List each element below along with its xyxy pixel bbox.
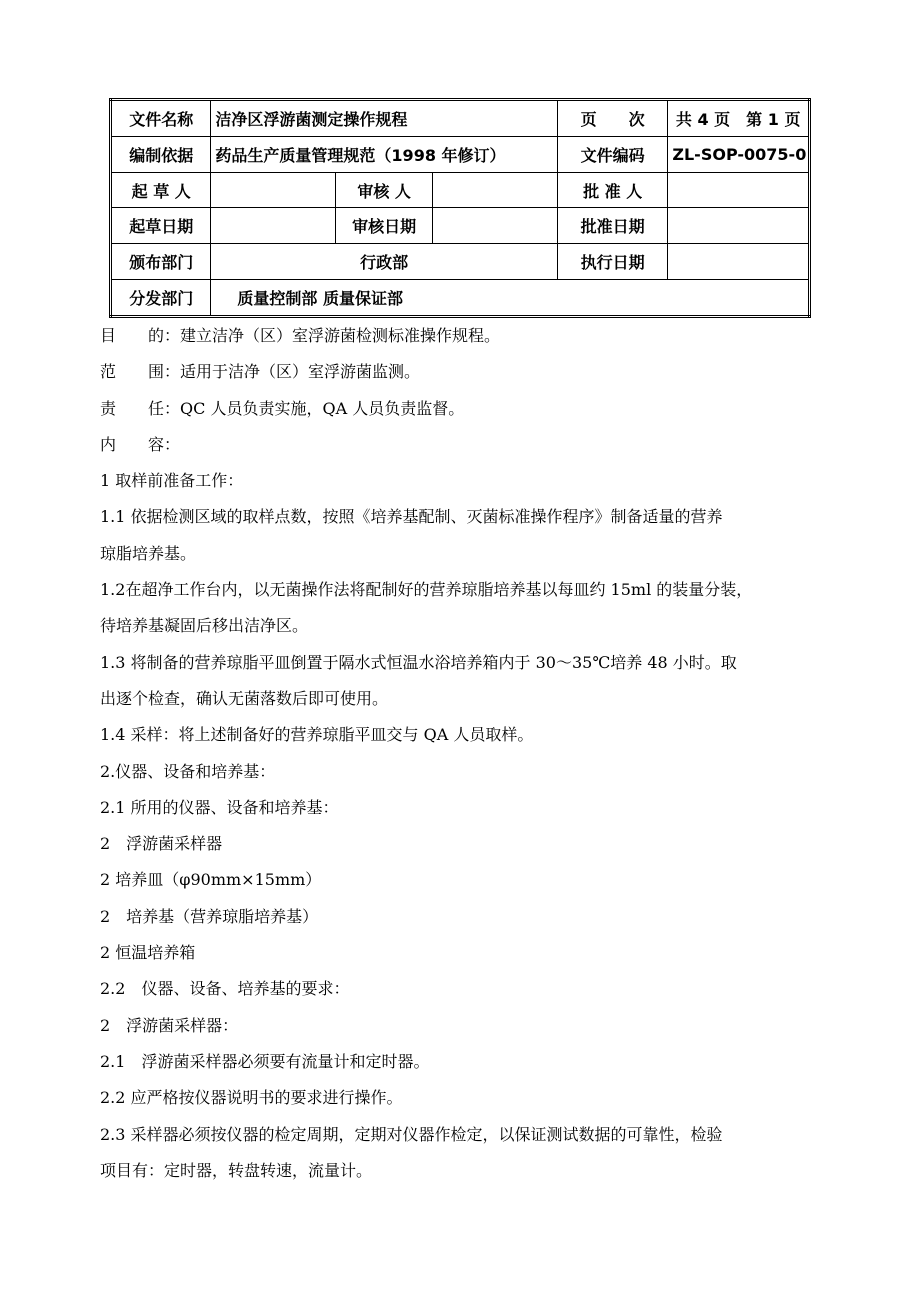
distribution-label: 分发部门 [111,280,211,317]
body-line: 琼脂培养基。 [100,543,197,563]
basis-value: 药品生产质量管理规范（1998 年修订） [211,136,557,172]
header-row-file-name [111,100,810,137]
header-row-distribution [111,280,810,317]
document-header-table [109,98,811,318]
distribution-value: 质量控制部 质量保证部 [211,280,810,317]
draft-date-label: 起草日期 [111,208,211,244]
document-body [100,318,830,1189]
approver-label: 批 准 人 [557,172,667,208]
body-line: 2 浮游菌采样器： [100,1015,239,1035]
body-line: 2.2 仪器、设备、培养基的要求： [100,979,350,999]
body-line: 1.1 依据检测区域的取样点数，按照《培养基配制、灭菌标准操作程序》制备适量的营养 [100,507,723,527]
basis-label: 编制依据 [111,136,211,172]
file-name-label: 文件名称 [111,100,211,137]
body-line: 2.1 浮游菌采样器必须要有流量计和定时器。 [100,1051,430,1071]
file-code-value: ZL-SOP-0075-0 [668,136,810,172]
purpose-line: 目 的：建立洁净（区）室浮游菌检测标准操作规程。 [100,326,501,345]
body-line: 2.3 采样器必须按仪器的检定周期，定期对仪器作检定，以保证测试数据的可靠性，检验 [100,1124,723,1144]
page-label: 页 次 [557,100,667,137]
reviewer-label: 审核 人 [335,172,432,208]
section-1-heading: 1 取样前准备工作： [100,471,244,491]
review-date-label: 审核日期 [335,208,432,244]
section-2-heading: 2.仪器、设备和培养基： [100,761,276,781]
header-row-people [111,172,810,208]
header-row-issue [111,244,810,280]
drafter-value [211,172,336,208]
body-line: 2 培养基（营养琼脂培养基） [100,906,319,926]
body-line: 1.2在超净工作台内，以无菌操作法将配制好的营养琼脂培养基以每皿约 15ml 的装量分装， [100,580,753,600]
effective-date-value [668,244,810,280]
body-line: 2.1 所用的仪器、设备和培养基： [100,797,339,817]
header-row-dates [111,208,810,244]
body-line: 项目有：定时器，转盘转速，流量计。 [100,1160,373,1180]
body-line: 2 浮游菌采样器 [100,834,223,854]
header-row-basis [111,136,810,172]
approve-date-value [668,208,810,244]
drafter-label: 起 草 人 [111,172,211,208]
page-value: 共 4 页 第 1 页 [668,100,810,137]
content-heading: 内 容： [100,434,181,454]
issuer-label: 颁布部门 [111,244,211,280]
body-line: 2 培养皿（φ90mm×15mm） [100,870,322,890]
body-line: 1.3 将制备的营养琼脂平皿倒置于隔水式恒温水浴培养箱内于 30～35℃培养 48 小时。取 [100,652,737,672]
approve-date-label: 批准日期 [557,208,667,244]
body-line: 2 恒温培养箱 [100,943,196,963]
body-line: 2.2 应严格按仪器说明书的要求进行操作。 [100,1088,403,1108]
effective-date-label: 执行日期 [557,244,667,280]
file-name-value: 洁净区浮游菌测定操作规程 [211,100,557,137]
file-code-label: 文件编码 [557,136,667,172]
body-line: 1.4 采样：将上述制备好的营养琼脂平皿交与 QA 人员取样。 [100,725,534,745]
review-date-value [433,208,558,244]
approver-value [668,172,810,208]
body-line: 待培养基凝固后移出洁净区。 [100,616,309,636]
scope-line: 范 围：适用于洁净（区）室浮游菌监测。 [100,362,421,382]
issuer-value: 行政部 [211,244,557,280]
draft-date-value [211,208,336,244]
body-line: 出逐个检查，确认无菌落数后即可使用。 [100,688,389,708]
responsibility-line: 责 任：QC 人员负责实施，QA 人员负责监督。 [100,398,465,418]
reviewer-value [433,172,558,208]
